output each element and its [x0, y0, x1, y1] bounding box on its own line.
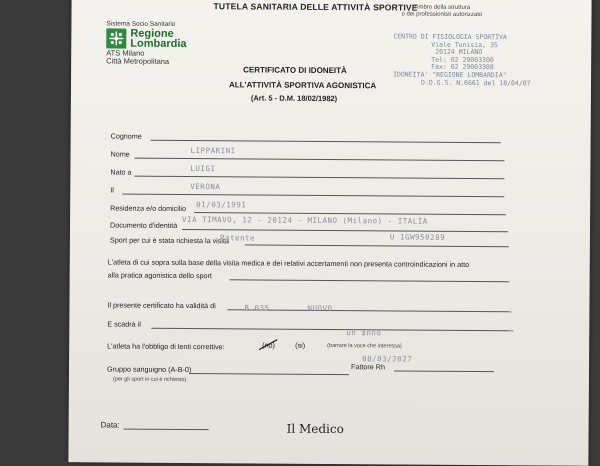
validita-value-1: B.035 [244, 303, 270, 313]
clinic-stamp: CENTRO DI FISIOLOGIA SPORTIVA Viale Tunisia, 35 20124 MILANO Tel: 02 29003300 Fax: 02 29003308 IDONEITA' "REGIONE LOMBARDIA" D.D.G.S. N.6661 del 18/04/07 [393, 32, 531, 87]
declaration-line-1: L'atleta di cui sopra sulla base della visita medica e dei relativi accertamenti non presenta controindicazioni in atto [107, 257, 470, 269]
gruppo-line [189, 373, 349, 375]
scadra-label: E scadrà il [107, 319, 141, 329]
lenti-note: (barrare la voce che interessa) [327, 342, 402, 350]
documento-label: Documento d'identità [109, 220, 178, 230]
validita-label: Il presente certificato ha validità di [107, 300, 216, 311]
lenti-no: (no) [262, 340, 276, 350]
certificate-title: CERTIFICATO DI IDONEITÀ [243, 65, 347, 76]
validita-line [227, 309, 511, 312]
regione-lombardia-logo-icon [106, 28, 126, 48]
nato-line [134, 176, 504, 180]
residenza-label: Residenza e/o domicilio [110, 203, 187, 213]
certificate-paper [68, 0, 591, 466]
cognome-line [151, 140, 501, 143]
il-value: VERONA [190, 182, 221, 192]
documento-value: VIA TIMAVO, 12 - 20124 - MILANO (Milano) - ITALIA [182, 214, 428, 226]
documento-line [182, 229, 508, 232]
fattore-line [394, 370, 494, 372]
sport-label: Sport per cui è stata richiesta la visita [109, 235, 229, 246]
certificate-article: (Art. 5 - D.M. 18/02/1982) [250, 93, 338, 104]
cognome-label: Cognome [110, 131, 142, 141]
data-label: Data: [100, 420, 120, 430]
data-line [124, 429, 209, 431]
nome-value: LIPPARINI [190, 146, 236, 156]
timbro-note: Timbro della struttura o dei professionisti autorizzato [401, 4, 483, 19]
header-title: TUTELA SANITARIA DELLE ATTIVITÀ SPORTIVE [213, 1, 418, 13]
declaration-line-2: alla pratica agonistica dello sport [107, 270, 212, 281]
scadra-value: un anno [346, 328, 382, 338]
nato-label: Nato a [110, 167, 132, 177]
regione-lombardia-text: Regione Lombardia [130, 27, 187, 50]
validita-value-2: NUOVO [307, 303, 333, 314]
lenti-label: L'atleta ha l'obbligo di lenti correttive: [107, 341, 225, 352]
firma-medico: Il Medico [286, 421, 344, 437]
sport-value-2: U 1GW950289 [389, 232, 446, 242]
nato-value: LUIGI [190, 164, 216, 174]
certificate-subtitle: ALL'ATTIVITÀ SPORTIVA AGONISTICA [228, 80, 377, 91]
lenti-si: (si) [295, 340, 306, 350]
sistema-socio-sanitario: Sistema Socio Sanitario [106, 20, 176, 28]
scadra-line [151, 328, 513, 332]
ats-milano: ATS Milano Città Metropolitana [106, 48, 170, 66]
strike-mark-icon [257, 337, 279, 351]
nome-label: Nome [110, 149, 130, 159]
scadenza-value: 08/03/2027 [362, 354, 413, 364]
sport-value-1: Patente [219, 233, 256, 243]
gruppo-note: (per gli sport in cui è richiesto) [112, 376, 187, 384]
il-label: Il [110, 185, 114, 195]
residenza-value: 01/03/1991 [196, 200, 247, 210]
gruppo-label: Gruppo sanguigno (A-B-0) [106, 364, 192, 375]
declaration-line [230, 279, 510, 282]
nome-line [134, 158, 504, 162]
il-line [122, 194, 504, 198]
fattore-label: Fattore Rh [351, 362, 386, 372]
sport-line [245, 244, 509, 247]
